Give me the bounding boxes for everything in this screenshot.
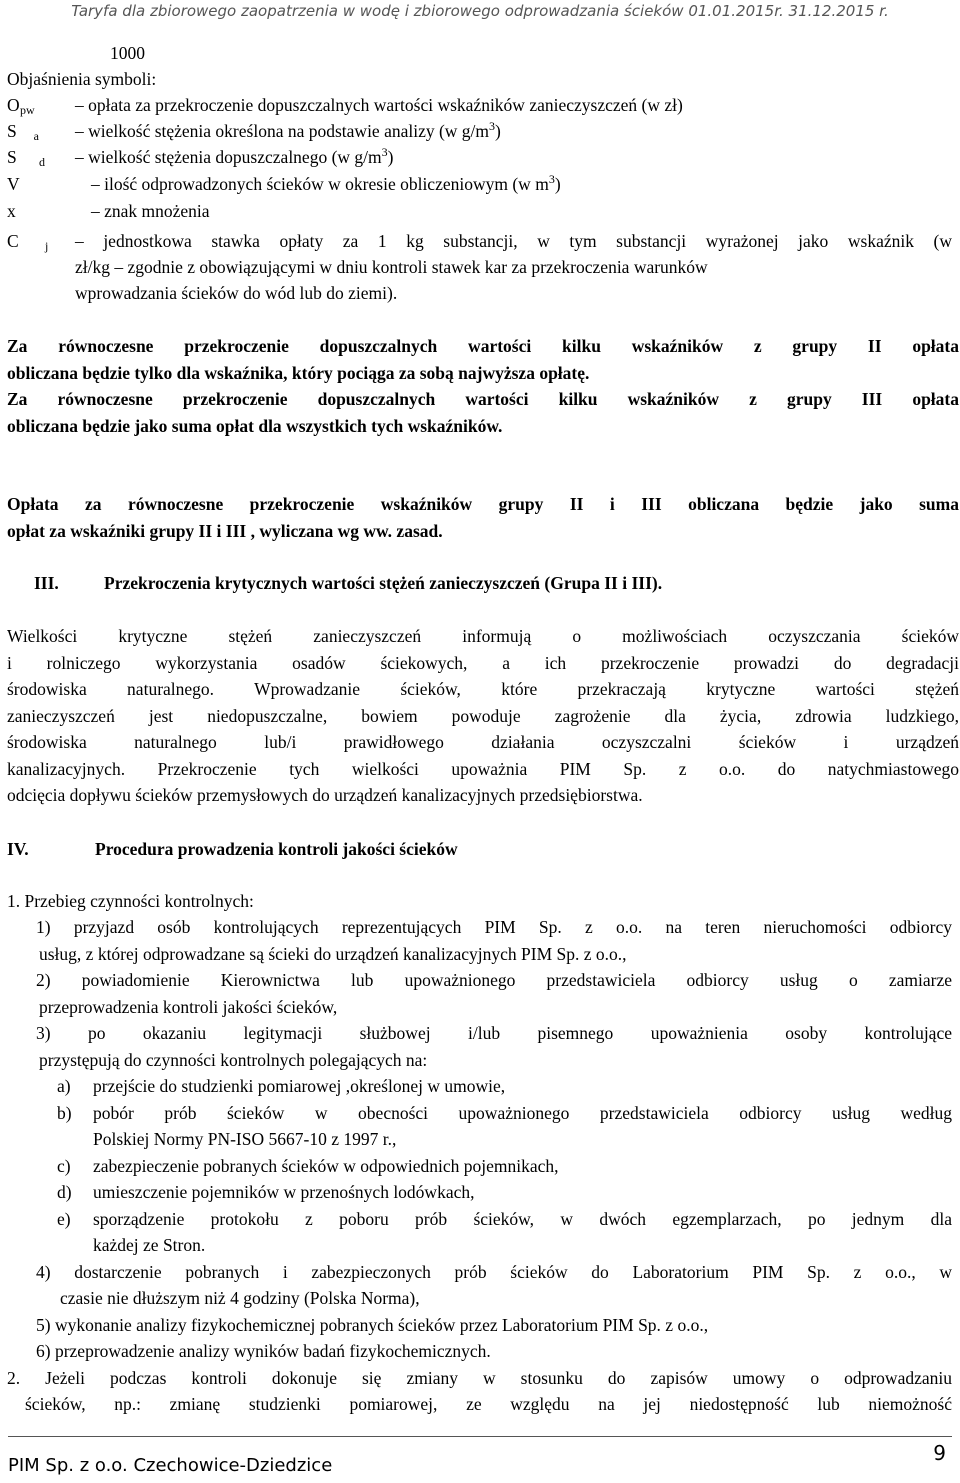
paragraph-line: kanalizacyjnych. Przekroczenie tych wielkości upoważnia PIM Sp. z o.o. do natychmiastowego xyxy=(7,758,959,779)
rule-line: Za równoczesne przekroczenie dopuszczalnych wartości kilku wskaźników z grupy II opłata xyxy=(7,336,959,356)
section-3-title: Przekroczenia krytycznych wartości stężeń zanieczyszczeń (Grupa II i III). xyxy=(104,573,663,593)
list-line: zabezpieczenie pobranych ścieków w odpowiednich pojemnikach, xyxy=(93,1155,559,1176)
list-line: przeprowadzenia kontroli jakości ścieków, xyxy=(39,996,338,1017)
list-line: przejście do studzienki pomiarowej ,określonej w umowie, xyxy=(93,1076,506,1096)
legend-symbol-subscript: pw xyxy=(20,103,35,117)
legend-title: Objaśnienia symboli: xyxy=(7,69,157,89)
list-line: usług, z której odprowadzane są ścieki do urządzeń kanalizacyjnych PIM Sp. z o.o., xyxy=(39,943,627,964)
footer-company: PIM Sp. z o.o. Czechowice-Dziedzice xyxy=(8,1455,333,1476)
paragraph-line: i rolniczego wykorzystania osadów ściekowych, a ich przekroczenie prowadzi do degradacji xyxy=(7,652,959,673)
section-4-number: IV. xyxy=(7,839,29,859)
list-line: 1) przyjazd osób kontrolujących reprezentujących PIM Sp. z o.o. na teren nieruchomości odbiorcy xyxy=(36,917,952,937)
legend-text-tail: ) xyxy=(387,147,394,167)
list-line: pobór prób ścieków w obecności upoważnionego przedstawiciela odbiorcy usług według xyxy=(93,1102,952,1123)
legend-description xyxy=(75,118,501,146)
section-4-title: Procedura prowadzenia kontroli jakości ścieków xyxy=(95,839,458,859)
list-line: 3) po okazaniu legitymacji służbowej i/lub pisemnego upoważnienia osoby kontrolujące xyxy=(36,1023,952,1043)
subitem-label: c) xyxy=(57,1155,71,1176)
legend-symbol: S xyxy=(7,147,17,167)
legend-text: – opłata za przekroczenie dopuszczalnych wartości wskaźników zanieczyszczeń (w zł) xyxy=(75,95,683,115)
paragraph-line: odcięcia dopływu ścieków przemysłowych do urządzeń kanalizacyjnych przedsiębiorstwa. xyxy=(7,785,643,805)
list-line: 2) powiadomienie Kierownictwa lub upoważnionego przedstawiciela odbiorcy usług o zamiarze xyxy=(36,970,952,990)
legend-text: – wielkość stężenia dopuszczalnego (w g/m xyxy=(75,147,382,167)
rule-line: Opłata za równoczesne przekroczenie wskaźników grupy II i III obliczana będzie jako suma xyxy=(7,494,959,514)
legend-text: – jednostkowa stawka opłaty za 1 kg substancji, w tym substancji wyrażonej jako wskaźnik (w xyxy=(75,231,952,251)
paragraph-line: zanieczyszczeń jest niedopuszczalne, bowiem powoduje zagrożenie dla życia, zdrowia ludzkiego, xyxy=(7,705,959,726)
section-4-subtitle: 1. Przebieg czynności kontrolnych: xyxy=(7,891,254,911)
legend-superscript: 3 xyxy=(381,145,388,159)
footer-divider xyxy=(8,1436,952,1437)
legend-description xyxy=(75,144,393,172)
list-line: Polskiej Normy PN-ISO 5667-10 z 1997 r., xyxy=(93,1129,397,1149)
legend-symbol: x xyxy=(7,201,16,221)
list-line: 5) wykonanie analizy fizykochemicznej pobranych ścieków przez Laboratorium PIM Sp. z o.o., xyxy=(36,1314,709,1335)
rule-line: obliczana będzie jako suma opłat dla wszystkich tych wskaźników. xyxy=(7,415,503,436)
rule-groups-2-3 xyxy=(7,491,959,544)
legend-description xyxy=(75,92,683,118)
legend-superscript: 3 xyxy=(548,172,555,186)
formula-denominator: 1000 xyxy=(110,43,145,63)
list-line: 4) dostarczenie pobranych i zabezpieczonych prób ścieków do Laboratorium PIM Sp. z o.o., w xyxy=(36,1261,952,1282)
paragraph-line: środowiska naturalnego. Wprowadzanie ścieków, które przekraczają krytyczne wartości stężeń xyxy=(7,679,959,699)
legend-text: – ilość odprowadzonych ścieków w okresie obliczeniowym (w m xyxy=(91,174,549,194)
rule-line: opłat za wskaźniki grupy II i III , wyliczana wg ww. zasad. xyxy=(7,520,443,541)
section-3-body xyxy=(7,623,959,809)
legend-symbol: V xyxy=(7,174,20,194)
list-line: przystępują do czynności kontrolnych polegających na: xyxy=(39,1049,428,1070)
legend-symbol-subscript: d xyxy=(39,155,45,169)
rule-group-2 xyxy=(7,333,959,439)
legend-superscript: 3 xyxy=(489,119,496,133)
page-number: 9 xyxy=(933,1441,946,1465)
legend-description xyxy=(91,198,210,224)
subitem-label: d) xyxy=(57,1182,72,1202)
list-line: czasie nie dłuższym niż 4 godziny (Polska Norma), xyxy=(60,1288,420,1308)
list-line: każdej ze Stron. xyxy=(93,1235,206,1255)
paragraph-line: Wielkości krytyczne stężeń zanieczyszczeń informują o możliwościach oczyszczania ścieków xyxy=(7,626,959,646)
list-line: 6) przeprowadzenie analizy wyników badań fizykochemicznych. xyxy=(36,1341,491,1361)
legend-description xyxy=(75,228,952,254)
legend-symbol-subscript: a xyxy=(33,129,39,143)
legend-description xyxy=(91,171,561,199)
subitem-label: a) xyxy=(57,1076,71,1096)
legend-symbol: O xyxy=(7,95,20,115)
legend-cj-cont-2: wprowadzania ścieków do wód lub do ziemi). xyxy=(75,283,398,303)
legend-cj-cont-1: zł/kg – zgodnie z obowiązującymi w dniu kontroli stawek kar za przekroczenia warunków xyxy=(75,257,708,277)
list-line: ścieków, np.: zmianę studzienki pomiarowej, ze względu na jej niedostępność lub niemożność xyxy=(25,1394,952,1414)
list-line: 2. Jeżeli podczas kontroli dokonuje się zmiany w stosunku do zapisów umowy o odprowadzaniu xyxy=(7,1367,952,1388)
legend-text: – wielkość stężenia określona na podstawie analizy (w g/m xyxy=(75,121,490,141)
section-3-number: III. xyxy=(34,573,59,593)
rule-line: obliczana będzie tylko dla wskaźnika, który pociąga za sobą najwyższa opłatę. xyxy=(7,362,590,383)
list-line: sporządzenie protokołu z poboru prób ścieków, w dwóch egzemplarzach, po jednym dla xyxy=(93,1208,952,1229)
page-header: Taryfa dla zbiorowego zaopatrzenia w wodę i zbiorowego odprowadzania ścieków 01.01.2015r. 31.12.2015 r. xyxy=(71,2,889,20)
legend-text: – znak mnożenia xyxy=(91,201,210,221)
legend-text-tail: ) xyxy=(495,121,501,141)
legend-text-tail: ) xyxy=(554,174,561,194)
subitem-label: b) xyxy=(57,1102,72,1123)
subitem-label: e) xyxy=(57,1208,71,1229)
paragraph-line: środowiska naturalnego lub/i prawidłowego działania oczyszczalni ścieków i urządzeń xyxy=(7,732,959,752)
legend-symbol-subscript: j xyxy=(45,239,49,253)
rule-line: Za równoczesne przekroczenie dopuszczalnych wartości kilku wskaźników z grupy III opłata xyxy=(7,389,959,409)
list-line: umieszczenie pojemników w przenośnych lodówkach, xyxy=(93,1182,475,1202)
legend-symbol: S xyxy=(7,121,17,141)
legend-symbol: C xyxy=(7,231,19,251)
